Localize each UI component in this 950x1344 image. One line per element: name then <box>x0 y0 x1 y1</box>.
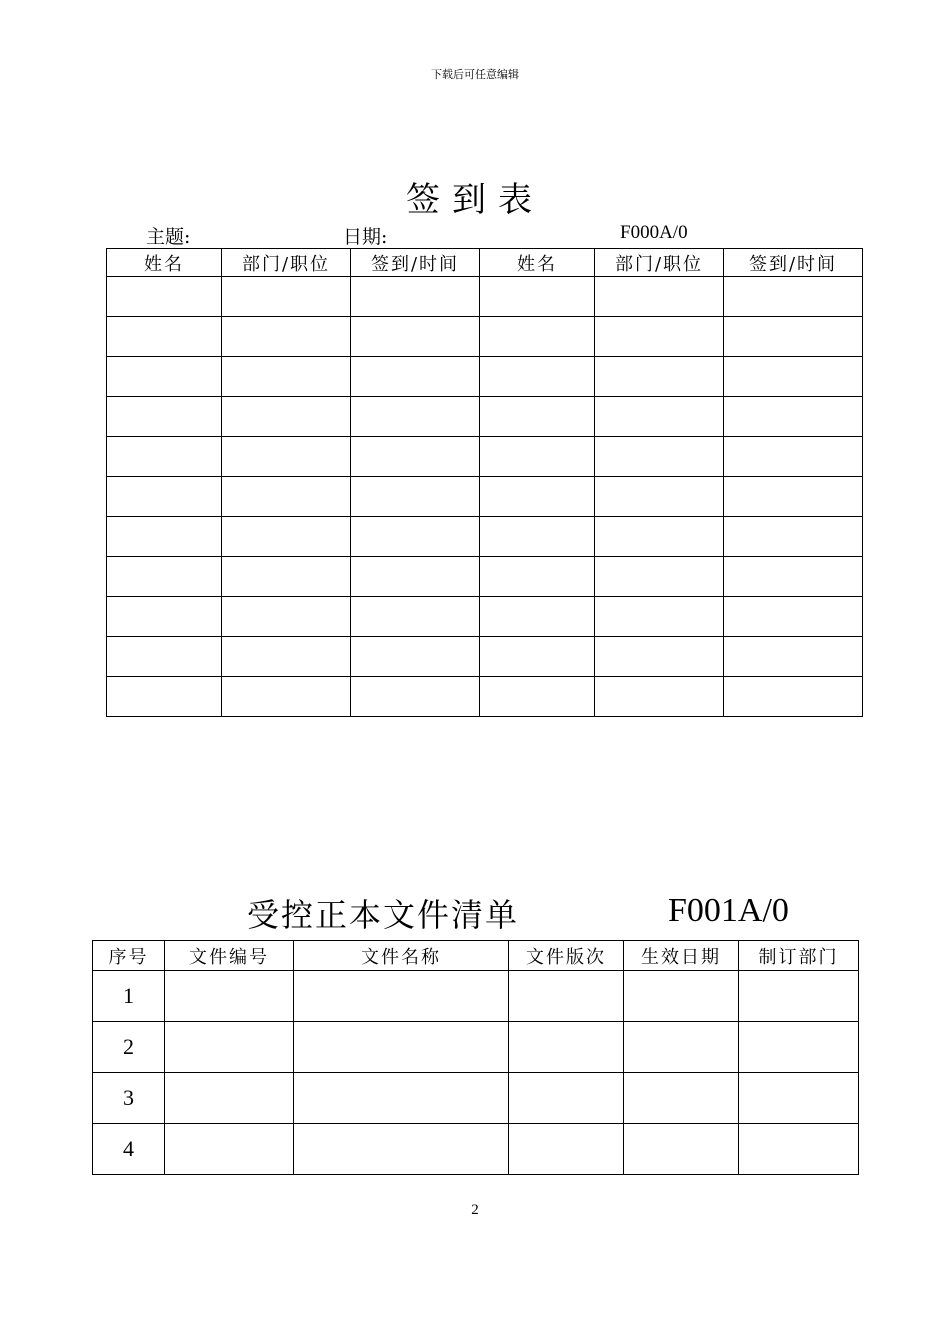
table-cell[interactable] <box>294 1022 509 1073</box>
table-cell[interactable] <box>165 971 294 1022</box>
table-cell[interactable] <box>624 971 739 1022</box>
table-cell[interactable] <box>107 357 222 397</box>
table-cell[interactable] <box>222 437 351 477</box>
table-row <box>107 437 863 477</box>
table-row <box>107 637 863 677</box>
table-cell[interactable] <box>222 557 351 597</box>
table-cell[interactable] <box>222 637 351 677</box>
row-number: 1 <box>93 971 165 1022</box>
row-number: 2 <box>93 1022 165 1073</box>
table-cell[interactable] <box>107 677 222 717</box>
column-header-doc-version: 文件版次 <box>509 941 624 971</box>
table-cell[interactable] <box>480 477 595 517</box>
table-cell[interactable] <box>351 317 480 357</box>
table-cell[interactable] <box>595 597 724 637</box>
doc-list-table <box>92 940 859 1175</box>
table-cell[interactable] <box>107 277 222 317</box>
table-row <box>93 1073 859 1124</box>
table-cell[interactable] <box>480 277 595 317</box>
table-cell[interactable] <box>724 637 863 677</box>
table-cell[interactable] <box>595 437 724 477</box>
table-cell[interactable] <box>351 277 480 317</box>
sign-in-table <box>106 248 863 717</box>
table-row <box>107 477 863 517</box>
table-cell[interactable] <box>480 597 595 637</box>
table-cell[interactable] <box>351 477 480 517</box>
table-cell[interactable] <box>595 477 724 517</box>
table-cell[interactable] <box>222 677 351 717</box>
table-cell[interactable] <box>739 971 859 1022</box>
column-header-name: 姓名 <box>480 249 595 277</box>
table-cell[interactable] <box>480 437 595 477</box>
table-cell[interactable] <box>222 477 351 517</box>
table-cell[interactable] <box>222 357 351 397</box>
table-cell[interactable] <box>294 971 509 1022</box>
table-cell[interactable] <box>724 477 863 517</box>
date-label: 日期: <box>343 226 388 248</box>
table-cell[interactable] <box>724 437 863 477</box>
table-cell[interactable] <box>351 357 480 397</box>
table-cell[interactable] <box>351 437 480 477</box>
table-cell[interactable] <box>724 357 863 397</box>
table-cell[interactable] <box>107 317 222 357</box>
table-row <box>107 517 863 557</box>
table-cell[interactable] <box>624 1022 739 1073</box>
table-cell[interactable] <box>595 637 724 677</box>
table-cell[interactable] <box>222 397 351 437</box>
table-cell[interactable] <box>724 557 863 597</box>
sign-in-form-code: F000A/0 <box>620 222 688 243</box>
doc-list-form-code: F001A/0 <box>668 892 789 929</box>
table-cell[interactable] <box>724 677 863 717</box>
table-cell[interactable] <box>739 1022 859 1073</box>
table-cell[interactable] <box>294 1124 509 1175</box>
column-header-signin-time: 签到/时间 <box>351 249 480 277</box>
table-cell[interactable] <box>222 517 351 557</box>
table-cell[interactable] <box>595 277 724 317</box>
table-cell[interactable] <box>509 1124 624 1175</box>
table-cell[interactable] <box>624 1124 739 1175</box>
table-cell[interactable] <box>351 677 480 717</box>
column-header-name: 姓名 <box>107 249 222 277</box>
column-header-doc-number: 文件编号 <box>165 941 294 971</box>
table-row <box>93 1022 859 1073</box>
table-cell[interactable] <box>222 317 351 357</box>
table-cell[interactable] <box>595 557 724 597</box>
table-row <box>107 357 863 397</box>
table-cell[interactable] <box>480 317 595 357</box>
table-row <box>93 1124 859 1175</box>
table-cell[interactable] <box>165 1073 294 1124</box>
header-note: 下载后可任意编辑 <box>431 68 519 81</box>
table-cell[interactable] <box>107 437 222 477</box>
table-cell[interactable] <box>222 597 351 637</box>
table-cell[interactable] <box>165 1124 294 1175</box>
table-cell[interactable] <box>107 477 222 517</box>
column-header-dept: 制订部门 <box>739 941 859 971</box>
table-cell[interactable] <box>107 397 222 437</box>
table-cell[interactable] <box>351 557 480 597</box>
table-cell[interactable] <box>107 517 222 557</box>
table-cell[interactable] <box>724 277 863 317</box>
table-cell[interactable] <box>595 317 724 357</box>
table-cell[interactable] <box>165 1022 294 1073</box>
table-row <box>107 597 863 637</box>
table-cell[interactable] <box>509 1073 624 1124</box>
table-cell[interactable] <box>351 517 480 557</box>
subject-label: 主题: <box>146 226 191 248</box>
column-header-seq: 序号 <box>93 941 165 971</box>
table-cell[interactable] <box>724 517 863 557</box>
table-cell[interactable] <box>351 637 480 677</box>
table-cell[interactable] <box>724 317 863 357</box>
page-number: 2 <box>471 1202 479 1218</box>
table-cell[interactable] <box>480 517 595 557</box>
column-header-dept-position: 部门/职位 <box>222 249 351 277</box>
table-cell[interactable] <box>351 597 480 637</box>
doc-list-header-row <box>93 941 859 971</box>
column-header-dept-position: 部门/职位 <box>595 249 724 277</box>
table-cell[interactable] <box>222 277 351 317</box>
table-row <box>93 971 859 1022</box>
table-cell[interactable] <box>624 1073 739 1124</box>
table-cell[interactable] <box>351 397 480 437</box>
table-cell[interactable] <box>595 357 724 397</box>
table-cell[interactable] <box>739 1073 859 1124</box>
row-number: 3 <box>93 1073 165 1124</box>
row-number: 4 <box>93 1124 165 1175</box>
table-cell[interactable] <box>595 397 724 437</box>
table-cell[interactable] <box>724 397 863 437</box>
table-cell[interactable] <box>480 677 595 717</box>
table-row <box>107 557 863 597</box>
table-cell[interactable] <box>480 637 595 677</box>
table-row <box>107 677 863 717</box>
table-cell[interactable] <box>480 357 595 397</box>
table-cell[interactable] <box>107 597 222 637</box>
table-cell[interactable] <box>480 557 595 597</box>
table-cell[interactable] <box>509 971 624 1022</box>
table-cell[interactable] <box>724 597 863 637</box>
doc-list-title: 受控正本文件清单 <box>247 896 520 934</box>
table-row <box>107 397 863 437</box>
column-header-doc-name: 文件名称 <box>294 941 509 971</box>
column-header-effective-date: 生效日期 <box>624 941 739 971</box>
table-cell[interactable] <box>595 677 724 717</box>
table-row <box>107 277 863 317</box>
table-cell[interactable] <box>107 557 222 597</box>
column-header-signin-time: 签到/时间 <box>724 249 863 277</box>
table-cell[interactable] <box>739 1124 859 1175</box>
table-cell[interactable] <box>294 1073 509 1124</box>
table-row <box>107 317 863 357</box>
sign-in-title: 签到表 <box>406 180 544 220</box>
sign-in-header-row <box>107 249 863 277</box>
table-cell[interactable] <box>595 517 724 557</box>
table-cell[interactable] <box>509 1022 624 1073</box>
table-cell[interactable] <box>107 637 222 677</box>
table-cell[interactable] <box>480 397 595 437</box>
